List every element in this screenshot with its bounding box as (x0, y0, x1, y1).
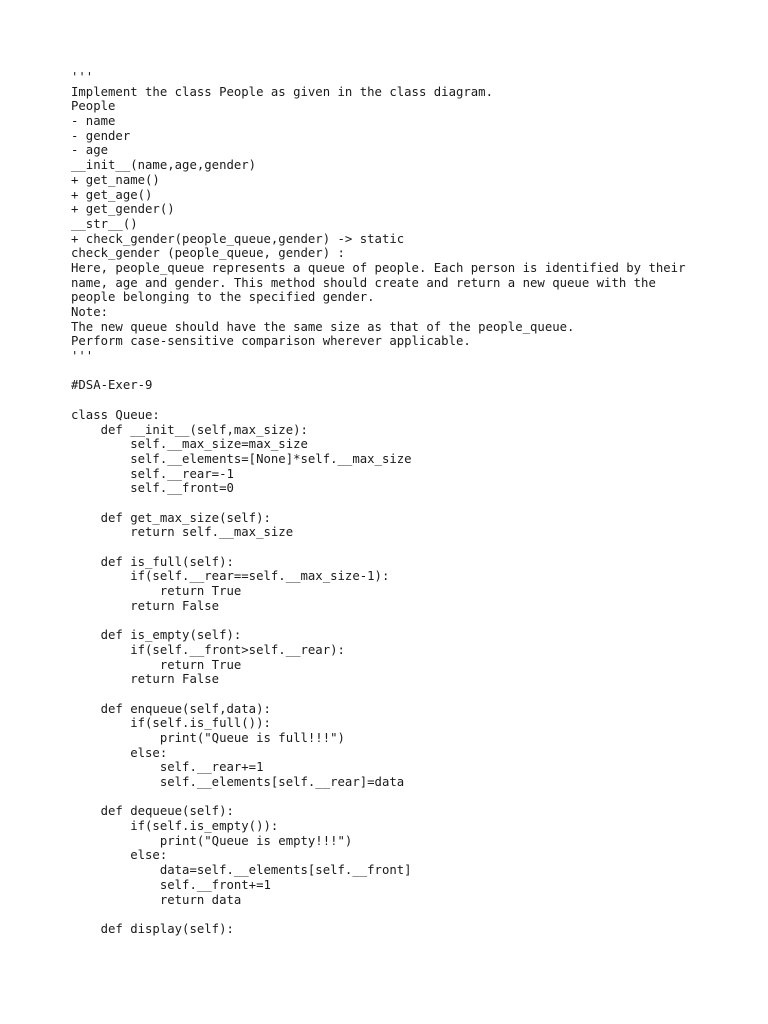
code-line: def display(self): (71, 921, 234, 936)
code-line: def __init__(self,max_size): (71, 422, 308, 437)
code-line: def is_full(self): (71, 554, 234, 569)
code-line: self.__front=0 (71, 481, 234, 496)
code-line: People (71, 99, 116, 114)
code-line: + get_age() (71, 187, 153, 202)
code-line: if(self.__rear==self.__max_size-1): (71, 569, 390, 584)
code-line: + get_gender() (71, 202, 175, 217)
code-line: return True (71, 657, 242, 672)
code-line: return data (71, 892, 242, 907)
code-line: else: (71, 745, 168, 760)
code-line: self.__front+=1 (71, 877, 271, 892)
code-line: Here, people_queue represents a queue of people. Each person is identified by their (71, 260, 686, 275)
code-line: def dequeue(self): (71, 804, 234, 819)
code-line: name, age and gender. This method should create and return a new queue with the (71, 275, 656, 290)
code-line: def enqueue(self,data): (71, 701, 271, 716)
code-line: def is_empty(self): (71, 628, 242, 643)
code-line: self.__elements[self.__rear]=data (71, 775, 405, 789)
code-line: def get_max_size(self): (71, 510, 271, 525)
code-line: self.__max_size=max_size (71, 437, 308, 452)
code-listing (71, 70, 751, 937)
code-line: __init__(name,age,gender) (71, 158, 257, 173)
blank-line (71, 540, 751, 555)
code-line: self.__rear+=1 (71, 760, 264, 775)
code-line: self.__elements=[None]*self.__max_size (71, 451, 412, 466)
code-line: - name (71, 114, 116, 129)
code-line: Implement the class People as given in the class diagram. (71, 84, 493, 99)
code-line: return False (71, 598, 220, 613)
code-line: check_gender (people_queue, gender) : (71, 246, 345, 261)
code-line: #DSA-Exer-9 (71, 378, 153, 393)
blank-line (71, 790, 751, 805)
blank-line (71, 687, 751, 702)
code-line: - age (71, 143, 109, 158)
code-line: self.__rear=-1 (71, 466, 234, 481)
blank-line (71, 496, 751, 511)
code-line: return self.__max_size (71, 525, 294, 540)
code-line: people belonging to the specified gender. (71, 290, 375, 305)
blank-line (71, 364, 751, 379)
code-line: + get_name() (71, 172, 160, 187)
code-line: Note: (71, 305, 109, 319)
code-line: data=self.__elements[self.__front] (71, 863, 412, 878)
code-line: return True (71, 584, 242, 599)
code-line: __str__() (71, 216, 138, 231)
code-line: The new queue should have the same size as that of the people_queue. (71, 319, 575, 334)
code-line: ''' (71, 349, 94, 364)
code-line: Perform case-sensitive comparison wherever applicable. (71, 334, 471, 349)
code-line: if(self.is_empty()): (71, 819, 279, 834)
blank-line (71, 613, 751, 628)
code-line: print("Queue is full!!!") (71, 730, 345, 745)
blank-line (71, 907, 751, 922)
code-line: print("Queue is empty!!!") (71, 833, 353, 848)
code-line: class Queue: (71, 407, 160, 422)
code-line: return False (71, 672, 220, 687)
code-line: + check_gender(people_queue,gender) -> static (71, 231, 405, 246)
code-line: if(self.is_full()): (71, 716, 271, 731)
code-line: ''' (71, 70, 94, 84)
code-line: else: (71, 848, 168, 863)
blank-line (71, 393, 751, 408)
code-line: if(self.__front>self.__rear): (71, 642, 345, 657)
code-line: - gender (71, 128, 131, 143)
